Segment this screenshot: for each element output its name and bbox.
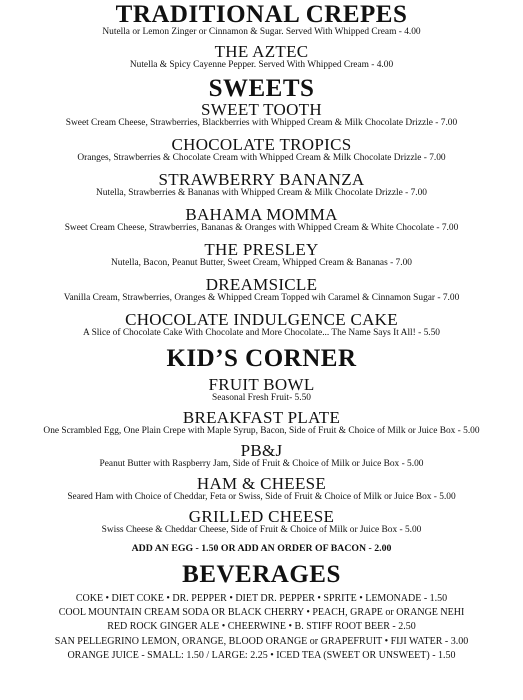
item-desc-dreamsicle: Vanilla Cream, Strawberries, Oranges & Whipped Cream Topped wih Caramel & Cinnamon Sugar - 7.00 <box>63 293 460 303</box>
item-name-sweet-tooth: SWEET TOOTH <box>201 100 322 119</box>
item-name-bahama-momma: BAHAMA MOMMA <box>185 205 338 224</box>
beverage-line: COKE • DIET COKE • DR. PEPPER • DIET DR. PEPPER • SPRITE • LEMONADE - 1.50 <box>75 593 448 604</box>
item-name-fruit-bowl: FRUIT BOWL <box>208 375 315 394</box>
item-desc-pbj: Peanut Butter with Raspberry Jam, Side of Fruit & Choice of Milk or Juice Box - 5.00 <box>99 459 424 469</box>
item-desc-fruit-bowl: Seasonal Fresh Fruit- 5.50 <box>212 393 311 403</box>
item-desc-sweet-tooth: Sweet Cream Cheese, Strawberries, Blackberries with Whipped Cream & Milk Chocolate Drizzle - 7.00 <box>65 118 458 128</box>
beverage-line: RED ROCK GINGER ALE • CHEERWINE • B. STIFF ROOT BEER - 2.50 <box>107 621 416 633</box>
item-desc-strawberry-bananza: Nutella, Strawberries & Bananas with Whipped Cream & Milk Chocolate Drizzle - 7.00 <box>96 188 427 198</box>
beverage-line: ORANGE JUICE - SMALL: 1.50 / LARGE: 2.25 • ICED TEA (SWEET OR UNSWEET) - 1.50 <box>67 649 456 661</box>
item-desc-grilled-cheese: Swiss Cheese & Cheddar Cheese, Side of Fruit & Choice of Milk or Juice Box - 5.00 <box>101 525 422 535</box>
item-name-breakfast-plate: BREAKFAST PLATE <box>182 408 341 427</box>
beverage-line: SAN PELLEGRINO LEMON, ORANGE, BLOOD ORANGE or GRAPEFRUIT • FIJI WATER - 3.00 <box>54 635 469 647</box>
item-desc-ham-and-cheese: Seared Ham with Choice of Cheddar, Feta or Swiss, Side of Fruit & Choice of Milk or Juice Box - 5.00 <box>67 492 456 502</box>
traditional-crepes-heading: TRADITIONAL CREPES <box>115 1 408 28</box>
item-name-the-presley: THE PRESLEY <box>204 240 319 259</box>
item-name-chocolate-indulgence-cake: CHOCOLATE INDULGENCE CAKE <box>125 310 398 329</box>
traditional-crepes-description: Nutella or Lemon Zinger or Cinnamon & Sugar. Served With Whipped Cream - 4.00 <box>102 27 421 37</box>
item-desc-chocolate-indulgence-cake: A Slice of Chocolate Cake With Chocolate and More Chocolate... The Name Says It All! - 5.50 <box>82 328 440 338</box>
item-desc-breakfast-plate: One Scrambled Egg, One Plain Crepe with Maple Syrup, Bacon, Side of Fruit & Choice of Milk or Juice Box - 5.00 <box>43 426 480 436</box>
item-desc-chocolate-tropics: Oranges, Strawberries & Chocolate Cream with Whipped Cream & Milk Chocolate Drizzle - 7.00 <box>77 153 446 163</box>
beverages-heading: BEVERAGES <box>182 561 341 588</box>
item-desc-the-aztec: Nutella & Spicy Cayenne Pepper. Served With Whipped Cream - 4.00 <box>129 60 394 70</box>
sweets-heading: SWEETS <box>208 75 315 102</box>
item-name-chocolate-tropics: CHOCOLATE TROPICS <box>171 135 352 154</box>
item-desc-bahama-momma: Sweet Cream Cheese, Strawberries, Bananas & Oranges with Whipped Cream & White Chocolate - 7.00 <box>64 223 459 233</box>
item-name-pbj: PB&J <box>240 441 283 460</box>
beverage-line: COOL MOUNTAIN CREAM SODA OR BLACK CHERRY • PEACH, GRAPE or ORANGE NEHI <box>58 607 465 619</box>
kids-corner-heading: KID’S CORNER <box>166 345 357 372</box>
item-name-ham-and-cheese: HAM & CHEESE <box>196 474 327 493</box>
item-desc-the-presley: Nutella, Bacon, Peanut Butter, Sweet Cream, Whipped Cream & Bananas - 7.00 <box>111 258 412 268</box>
kids-addon-note: ADD AN EGG - 1.50 OR ADD AN ORDER OF BACON - 2.00 <box>131 543 392 554</box>
item-name-grilled-cheese: GRILLED CHEESE <box>188 507 335 526</box>
item-name-strawberry-bananza: STRAWBERRY BANANZA <box>158 170 365 189</box>
item-name-dreamsicle: DREAMSICLE <box>205 275 318 294</box>
item-name-the-aztec: THE AZTEC <box>214 42 309 61</box>
